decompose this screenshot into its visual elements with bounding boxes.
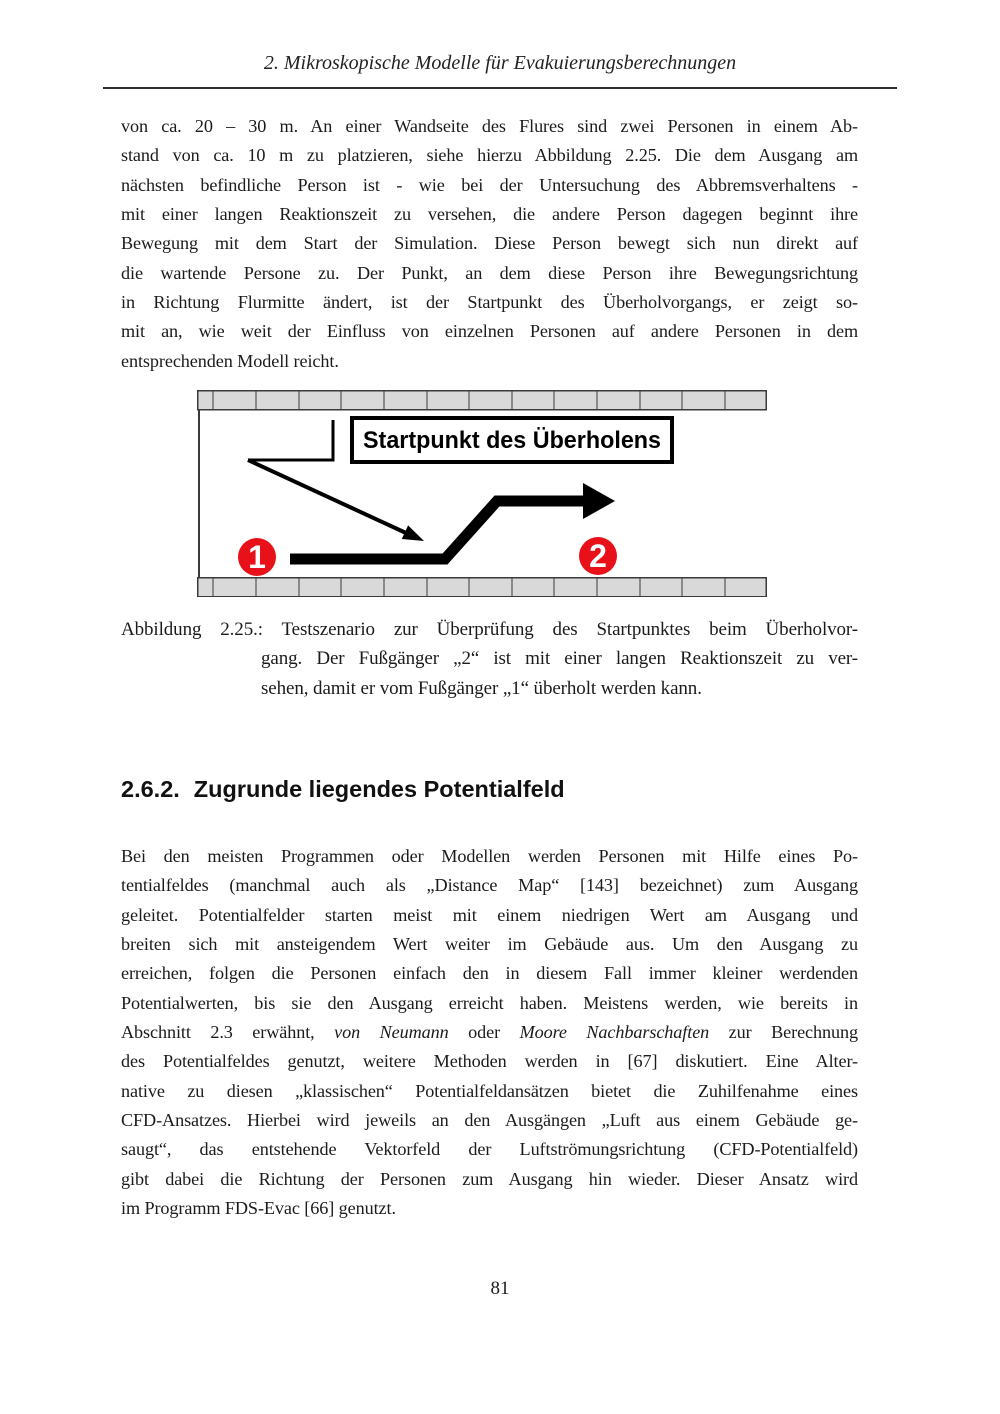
person-1-number: 1 (248, 539, 266, 575)
paragraph-2 (121, 842, 858, 1223)
corridor-diagram (197, 390, 767, 597)
text-line: erreichen, folgen die Personen einfach den in diesem Fall immer kleiner werdenden (121, 963, 858, 984)
text-segment: Abschnitt 2.3 erwähnt, (121, 1022, 335, 1043)
corridor-top-wall (198, 391, 767, 410)
section-heading (121, 776, 858, 803)
italic-term: Moore Nachbarschaften (519, 1022, 710, 1043)
text-line: die wartende Persone zu. Der Punkt, an dem diese Person ihre Bewegungsrichtung (121, 262, 858, 283)
text-line: entsprechenden Modell reicht. (121, 350, 339, 371)
italic-term: von Neumann (334, 1022, 449, 1043)
text-line: mit einer langen Reaktionszeit zu versehen, die andere Person dagegen beginnt ihre (121, 204, 858, 225)
caption-label: Abbildung 2.25.: (121, 619, 263, 640)
text-line: des Potentialfeldes genutzt, weitere Methoden werden in [67] diskutiert. Eine Alter- (121, 1051, 858, 1072)
running-header: 2. Mikroskopische Modelle für Evakuierungsberechnungen (263, 52, 737, 74)
text-line: breiten sich mit ansteigendem Wert weiter im Gebäude aus. Um den Ausgang zu (121, 934, 858, 955)
text-segment: oder (448, 1022, 520, 1043)
text-line: tentialfeldes (manchmal auch als „Distance Map“ [143] bezeichnet) zum Ausgang (121, 875, 858, 896)
text-line: saugt“, das entstehende Vektorfeld der Luftströmungsrichtung (CFD-Potentialfeld) (121, 1139, 858, 1160)
text-line: stand von ca. 10 m zu platzieren, siehe hierzu Abbildung 2.25. Die dem Ausgang am (121, 145, 858, 166)
section-number: 2.6.2. (121, 776, 180, 802)
annotation-arrow (248, 460, 424, 541)
caption-line (121, 615, 858, 644)
pedestrian-1-path-arrow (290, 483, 615, 559)
text-line: Potentialwerten, bis sie den Ausgang erreicht haben. Meistens werden, wie bereits in (121, 992, 858, 1013)
page-number: 81 (490, 1278, 510, 1299)
text-line: von ca. 20 – 30 m. An einer Wandseite des Flures sind zwei Personen in einem Ab- (121, 116, 858, 136)
text-line: nächsten befindliche Person ist - wie bei der Untersuchung des Abbremsverhaltens - (121, 174, 858, 195)
text-line: CFD-Ansatzes. Hierbei wird jeweils an den Ausgängen „Luft aus einem Gebäude ge- (121, 1110, 858, 1131)
text-line: gibt dabei die Richtung der Personen zum Ausgang hin wieder. Dieser Ansatz wird (121, 1168, 858, 1189)
text-line: geleitet. Potentialfelder starten meist mit einem niedrigen Wert am Ausgang und (121, 904, 858, 925)
text-segment: zur Berechnung (709, 1022, 858, 1043)
caption-line: sehen, damit er vom Fußgänger „1“ überholt werden kann. (261, 677, 702, 699)
text-line: Bewegung mit dem Start der Simulation. Diese Person bewegt sich nun direkt auf (121, 233, 858, 254)
label-leader-line (248, 420, 333, 460)
person-1-marker (238, 538, 276, 576)
section-title: Zugrunde liegendes Potentialfeld (193, 776, 565, 802)
header-rule (103, 87, 897, 89)
text-line: im Programm FDS-Evac [66] genutzt. (121, 1198, 396, 1219)
overtake-label-box (352, 418, 672, 462)
person-2-marker (579, 537, 617, 575)
text-line (121, 1018, 858, 1047)
text-line: in Richtung Flurmitte ändert, ist der Startpunkt des Überholvorgangs, er zeigt so- (121, 292, 858, 313)
caption-line: gang. Der Fußgänger „2“ ist mit einer langen Reaktionszeit zu ver- (261, 648, 858, 670)
text-line: mit an, wie weit der Einfluss von einzelnen Personen auf andere Personen in dem (121, 321, 858, 342)
text-line: native zu diesen „klassischen“ Potentialfeldansätzen bietet die Zuhilfenahme eines (121, 1080, 858, 1101)
caption-text: Testszenario zur Überprüfung des Startpunktes beim Überholvor- (281, 619, 858, 640)
text-line: Bei den meisten Programmen oder Modellen werden Personen mit Hilfe eines Po- (121, 846, 858, 866)
corridor-bottom-wall (198, 578, 767, 597)
overtake-label: Startpunkt des Überholens (363, 427, 661, 454)
figure-2-25 (197, 390, 767, 597)
paragraph-1 (121, 112, 858, 376)
figure-caption (121, 615, 858, 703)
person-2-number: 2 (589, 538, 607, 574)
